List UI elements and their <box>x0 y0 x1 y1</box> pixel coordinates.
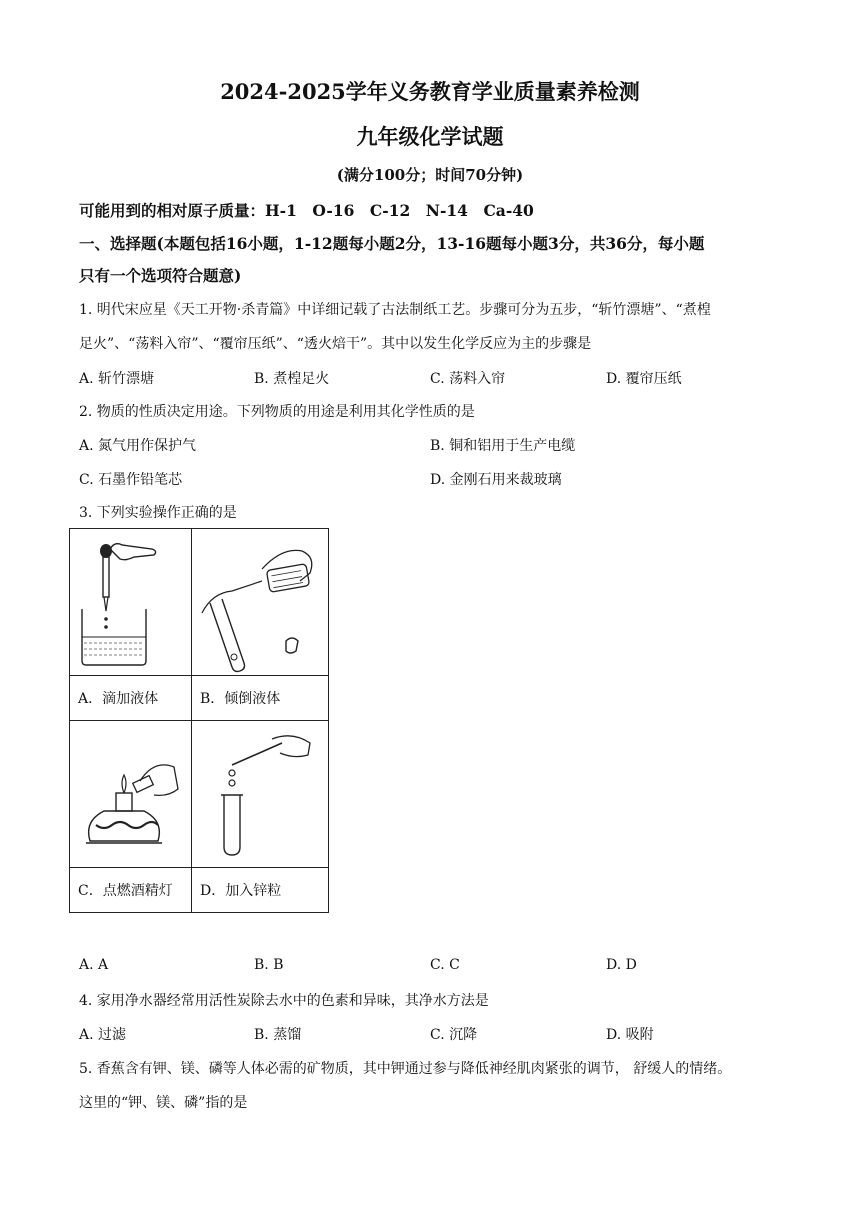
dropper-beaker-illustration <box>70 529 191 675</box>
atomic-mass-note: 可能用到的相对原子质量：H-1 O-16 C-12 N-14 Ca-40 <box>79 201 534 220</box>
question-5-text-line1: 5. 香蕉含有钾、镁、磷等人体必需的矿物质，其中钾通过参与降低神经肌肉紧张的调节， 舒缓人的情绪。 <box>79 1061 732 1077</box>
figure-a-cell <box>70 529 192 676</box>
adding-zinc-granule-illustration <box>192 721 328 867</box>
question-3-option-a[interactable]: A. A <box>79 957 109 973</box>
question-4-option-a[interactable]: A. 过滤 <box>79 1027 127 1043</box>
question-2-option-c[interactable]: C. 石墨作铅笔芯 <box>79 472 183 488</box>
question-1-text-line2: 足火”、“荡料入帘”、“覆帘压纸”、“透火焙干”。其中以发生化学反应为主的步骤是 <box>79 336 592 352</box>
question-3-text: 3. 下列实验操作正确的是 <box>79 505 237 521</box>
question-4-option-d[interactable]: D. 吸附 <box>606 1027 654 1043</box>
question-4-text: 4. 家用净水器经常用活性炭除去水中的色素和异味，其净水方法是 <box>79 993 489 1009</box>
score-time-note: (满分100分；时间70分钟) <box>336 166 524 184</box>
question-3-option-d[interactable]: D. D <box>606 957 637 973</box>
figure-a-caption: A．滴加液体 <box>70 676 192 721</box>
figure-d-caption: D．加入锌粒 <box>192 868 329 913</box>
pouring-liquid-illustration <box>192 529 328 675</box>
question-2-option-d[interactable]: D. 金刚石用来裁玻璃 <box>430 472 562 488</box>
exam-title: 2024-2025学年义务教育学业质量素养检测 <box>220 79 640 104</box>
question-1-option-a[interactable]: A. 斩竹漂塘 <box>79 371 155 387</box>
question-1-option-d[interactable]: D. 覆帘压纸 <box>606 371 682 387</box>
experiment-figure-table <box>69 528 329 913</box>
question-1-option-c[interactable]: C. 荡料入帘 <box>430 371 506 387</box>
alcohol-lamp-illustration <box>70 721 191 867</box>
question-3-option-c[interactable]: C. C <box>430 957 460 973</box>
figure-c-cell <box>70 721 192 868</box>
exam-subtitle: 九年级化学试题 <box>356 124 504 149</box>
figure-d-cell <box>192 721 329 868</box>
section1-heading-line2: 只有一个选项符合题意) <box>79 266 242 285</box>
question-1-text-line1: 1. 明代宋应星《天工开物·杀青篇》中详细记载了古法制纸工艺。步骤可分为五步，“斩竹漂塘”、“煮楻 <box>79 302 711 318</box>
section1-heading-line1: 一、选择题(本题包括16小题，1-12题每小题2分，13-16题每小题3分，共36分，每小题 <box>79 234 705 253</box>
question-2-option-b[interactable]: B. 铜和铝用于生产电缆 <box>430 438 576 454</box>
question-4-option-c[interactable]: C. 沉降 <box>430 1027 478 1043</box>
figure-b-caption: B．倾倒液体 <box>192 676 329 721</box>
question-2-option-a[interactable]: A. 氮气用作保护气 <box>79 438 197 454</box>
question-3-option-b[interactable]: B. B <box>254 957 284 973</box>
question-1-option-b[interactable]: B. 煮楻足火 <box>254 371 330 387</box>
question-5-text-line2: 这里的“钾、镁、磷”指的是 <box>79 1095 248 1111</box>
question-2-text: 2. 物质的性质决定用途。下列物质的用途是利用其化学性质的是 <box>79 404 475 420</box>
figure-c-caption: C．点燃酒精灯 <box>70 868 192 913</box>
question-4-option-b[interactable]: B. 蒸馏 <box>254 1027 302 1043</box>
figure-b-cell <box>192 529 329 676</box>
